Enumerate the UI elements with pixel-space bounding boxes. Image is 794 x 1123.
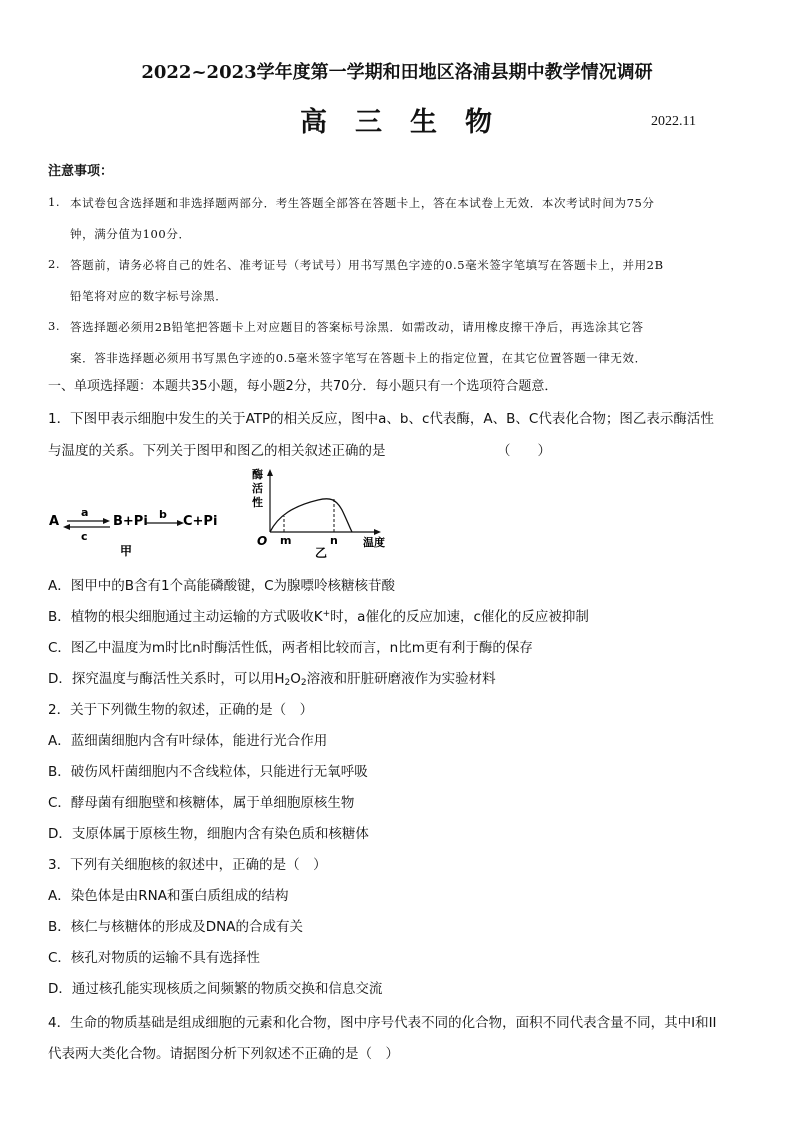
q1-option-a: A．图甲中的B含有1个高能磷酸键，C为腺嘌呤核糖核苷酸 (48, 578, 396, 594)
fig-yi-origin: O (257, 534, 268, 548)
q4-stem-line1: 4．生命的物质基础是组成细胞的元素和化合物，图中序号代表不同的化合物，面积不同代表含量不同，其中I和II (48, 1015, 717, 1031)
fig-yi-y-arrow (267, 469, 273, 476)
fig-yi-x-arrow (374, 529, 381, 535)
subject-title: 高三生物 (300, 107, 520, 138)
q1-stem-line1: 1．下图甲表示细胞中发生的关于ATP的相关反应，图中a、b、c代表酶，A、B、C代表化合物；图乙表示酶活性 (48, 411, 714, 427)
figure-jia (45, 468, 225, 560)
q3-option-d: D．通过核孔能实现核质之间频繁的物质交换和信息交流 (48, 981, 383, 997)
fig-yi-m: m (280, 534, 292, 547)
fig-jia-label-A: A (49, 514, 60, 529)
exam-date: 2022.11 (651, 114, 696, 129)
exam-title: 2022~2023学年度第一学期和田地区洛浦县期中教学情况调研 (141, 62, 653, 83)
q1-answer-paren: （ ） (497, 443, 551, 459)
q1-option-d: D．探究温度与酶活性关系时，可以用$H_2O_2$溶液和肝脏研磨液作为实验材料 (48, 671, 496, 688)
fig-jia-enzyme-b: b (159, 508, 167, 521)
fig-yi-ylabel-1: 酶 (252, 468, 263, 481)
arrow-back-head (63, 524, 70, 530)
notice-3-number: 3. (48, 319, 61, 333)
notice-2-line1: 答题前，请务必将自己的姓名、准考证号（考试号）用书写黑色字迹的0.5毫米签字笔填写在答题卡上，并用2B (70, 258, 664, 272)
q2-option-d: D．支原体属于原核生物，细胞内含有染色质和核糖体 (48, 826, 369, 842)
notice-1-line2: 钟，满分值为100分． (70, 227, 191, 241)
notice-1-number: 1. (48, 195, 61, 209)
q3-option-a: A．染色体是由RNA和蛋白质组成的结构 (48, 888, 289, 904)
q4-stem-line2: 代表两大类化合物。请据图分析下列叙述不正确的是（ ） (48, 1046, 399, 1062)
q2-option-a: A．蓝细菌细胞内含有叶绿体，能进行光合作用 (48, 733, 328, 749)
notice-1-line1: 本试卷包含选择题和非选择题两部分．考生答题全部答在答题卡上，答在本试卷上无效．本次考试时间为75分 (70, 196, 655, 210)
notice-heading: 注意事项： (48, 164, 114, 179)
fig-jia-label-BPi: B+Pi (113, 514, 148, 529)
fig-yi-n: n (330, 534, 338, 547)
notice-2-line2: 铅笔将对应的数字标号涂黑． (70, 289, 228, 303)
figure-yi (248, 466, 398, 562)
q3-option-c: C．核孔对物质的运输不具有选择性 (48, 950, 260, 966)
notice-2-number: 2. (48, 257, 61, 271)
fig-yi-ylabel-3: 性 (252, 496, 263, 509)
notice-3-line2: 案．答非选择题必须用书写黑色字迹的0.5毫米签字笔写在答题卡上的指定位置，在其它位置答题一律无效． (70, 351, 647, 365)
fig-yi-caption: 乙 (315, 546, 328, 560)
q2-option-c: C．酵母菌有细胞壁和核糖体，属于单细胞原核生物 (48, 795, 355, 811)
q1-stem-line2: 与温度的关系。下列关于图甲和图乙的相关叙述正确的是 (48, 443, 386, 459)
notice-3-line1: 答选择题必须用2B铅笔把答题卡上对应题目的答案标号涂黑．如需改动，请用橡皮擦干净后，再选涂其它答 (70, 320, 644, 334)
q3-stem: 3．下列有关细胞核的叙述中，正确的是（ ） (48, 857, 327, 873)
arrow-forward-head (103, 518, 110, 524)
q3-option-b: B．核仁与核糖体的形成及DNA的合成有关 (48, 919, 303, 935)
fig-yi-xlabel: 温度 (363, 536, 385, 549)
section-heading: 一、单项选择题：本题共35小题，每小题2分，共70分．每小题只有一个选项符合题意． (48, 379, 558, 394)
fig-yi-ylabel-2: 活 (252, 482, 263, 495)
q2-option-b: B．破伤风杆菌细胞内不含线粒体，只能进行无氧呼吸 (48, 764, 368, 780)
q1-option-c: C．图乙中温度为m时比n时酶活性低，两者相比较而言，n比m更有利于酶的保存 (48, 640, 533, 656)
fig-yi-activity-curve (270, 499, 352, 532)
fig-jia-enzyme-a: a (81, 506, 89, 519)
fig-jia-label-CPi: C+Pi (183, 514, 218, 529)
fig-jia-enzyme-c: c (81, 530, 88, 543)
q1-option-b: B．植物的根尖细胞通过主动运输的方式吸收K+时，a催化的反应加速，c催化的反应被抑制 (48, 609, 589, 625)
q2-stem: 2．关于下列微生物的叙述，正确的是（ ） (48, 702, 314, 718)
fig-jia-caption: 甲 (120, 544, 133, 558)
